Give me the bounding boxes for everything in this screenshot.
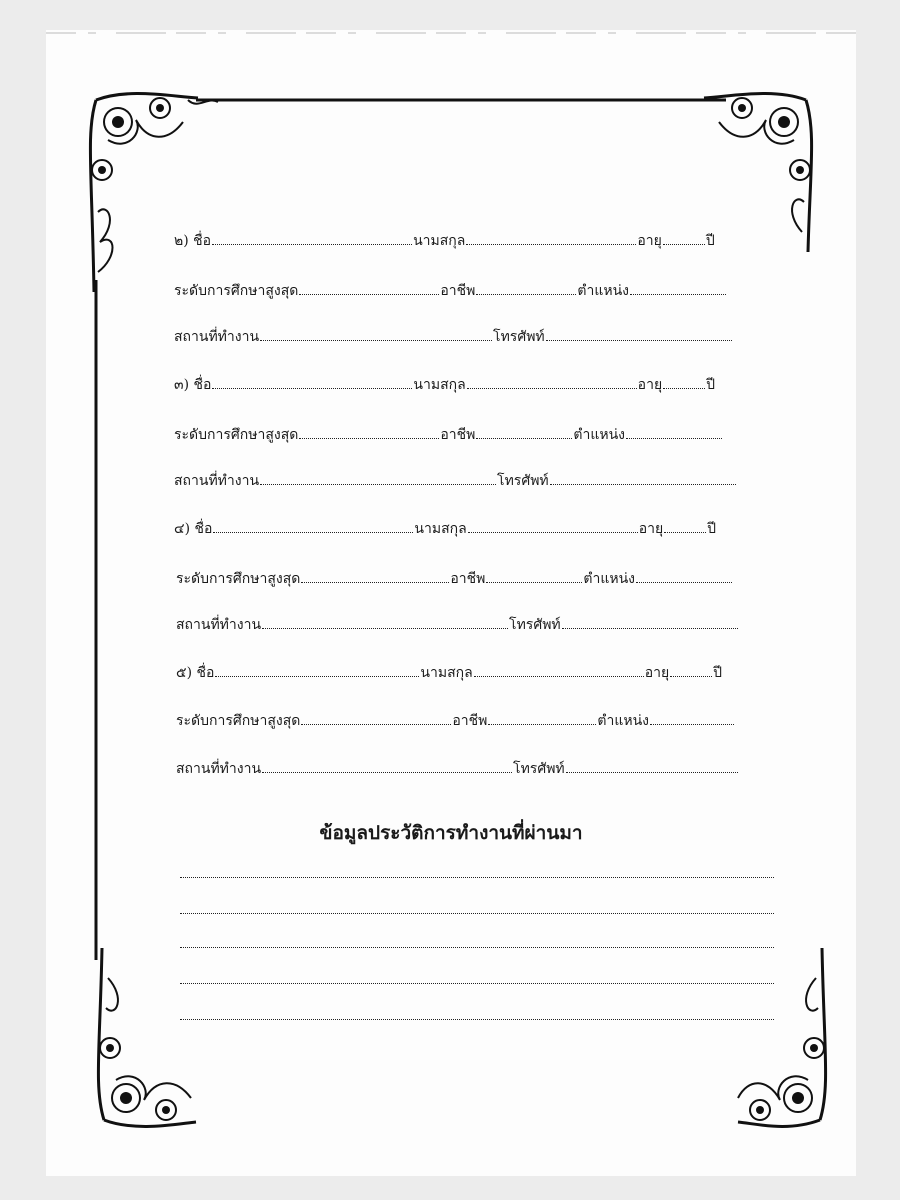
age-label: อายุ — [644, 665, 670, 681]
workplace-label: สถานที่ทำงาน — [176, 761, 262, 777]
entry-name-row — [176, 662, 722, 684]
occupation-field[interactable] — [476, 427, 572, 439]
name-label: ๓) ชื่อ — [174, 377, 212, 393]
occupation-label: อาชีพ — [440, 283, 476, 299]
education-label: ระดับการศึกษาสูงสุด — [174, 283, 299, 299]
age-unit: ปี — [707, 521, 717, 537]
position-label: ตำแหน่ง — [583, 571, 635, 587]
age-field[interactable] — [663, 233, 705, 245]
occupation-label: อาชีพ — [440, 427, 476, 443]
workplace-field[interactable] — [262, 617, 508, 629]
surname-field[interactable] — [466, 233, 636, 245]
name-field[interactable] — [212, 233, 412, 245]
entry-name-row — [174, 374, 715, 396]
phone-field[interactable] — [566, 761, 738, 773]
entry-name-row — [174, 230, 715, 252]
history-line[interactable] — [180, 946, 774, 948]
entry-education-row — [176, 710, 735, 732]
corner-ornament-top-left — [90, 94, 218, 292]
corner-ornament-bottom-left — [98, 948, 196, 1126]
position-field[interactable] — [636, 571, 732, 583]
workplace-field[interactable] — [262, 761, 512, 773]
position-label: ตำแหน่ง — [597, 713, 649, 729]
education-label: ระดับการศึกษาสูงสุด — [176, 713, 301, 729]
surname-label: นามสกุล — [413, 233, 466, 249]
age-label: อายุ — [638, 521, 664, 537]
corner-ornament-top-right — [704, 94, 812, 252]
workplace-label: สถานที่ทำงาน — [174, 329, 260, 345]
position-field[interactable] — [650, 713, 734, 725]
phone-field[interactable] — [546, 329, 732, 341]
occupation-field[interactable] — [476, 283, 576, 295]
age-unit: ปี — [713, 665, 723, 681]
age-label: อายุ — [637, 233, 662, 249]
surname-label: นามสกุล — [413, 377, 466, 393]
occupation-label: อาชีพ — [452, 713, 488, 729]
history-line[interactable] — [180, 876, 774, 878]
age-label: อายุ — [637, 377, 663, 393]
workplace-field[interactable] — [260, 329, 492, 341]
name-label: ๒) ชื่อ — [174, 233, 212, 249]
history-line[interactable] — [180, 982, 774, 984]
workplace-label: สถานที่ทำงาน — [176, 617, 262, 633]
entry-education-row — [174, 424, 723, 446]
workplace-field[interactable] — [260, 473, 496, 485]
phone-label: โทรศัพท์ — [493, 329, 545, 345]
entry-workplace-row — [174, 470, 737, 492]
phone-label: โทรศัพท์ — [509, 617, 561, 633]
education-label: ระดับการศึกษาสูงสุด — [174, 427, 299, 443]
phone-label: โทรศัพท์ — [497, 473, 549, 489]
education-field[interactable] — [301, 571, 449, 583]
surname-field[interactable] — [474, 665, 644, 677]
occupation-label: อาชีพ — [450, 571, 486, 587]
position-label: ตำแหน่ง — [577, 283, 629, 299]
position-field[interactable] — [626, 427, 722, 439]
history-line[interactable] — [180, 1018, 774, 1020]
entry-workplace-row — [176, 758, 739, 780]
phone-label: โทรศัพท์ — [513, 761, 565, 777]
surname-field[interactable] — [468, 521, 638, 533]
ornamental-border — [46, 30, 856, 1176]
corner-ornament-bottom-right — [738, 948, 826, 1126]
position-field[interactable] — [630, 283, 726, 295]
occupation-field[interactable] — [486, 571, 582, 583]
document-page — [46, 30, 856, 1176]
occupation-field[interactable] — [488, 713, 596, 725]
name-label: ๔) ชื่อ — [174, 521, 213, 537]
history-line[interactable] — [180, 912, 774, 914]
entry-workplace-row — [176, 614, 739, 636]
name-label: ๕) ชื่อ — [176, 665, 215, 681]
age-field[interactable] — [670, 665, 712, 677]
education-label: ระดับการศึกษาสูงสุด — [176, 571, 301, 587]
position-label: ตำแหน่ง — [573, 427, 625, 443]
surname-label: นามสกุล — [414, 521, 467, 537]
entry-education-row — [174, 280, 727, 302]
name-field[interactable] — [215, 665, 419, 677]
name-field[interactable] — [212, 377, 412, 389]
age-field[interactable] — [663, 377, 705, 389]
age-unit: ปี — [706, 377, 716, 393]
age-unit: ปี — [705, 233, 715, 249]
age-field[interactable] — [664, 521, 706, 533]
entry-name-row — [174, 518, 716, 540]
entry-education-row — [176, 568, 733, 590]
education-field[interactable] — [301, 713, 451, 725]
education-field[interactable] — [299, 427, 439, 439]
name-field[interactable] — [213, 521, 413, 533]
entry-workplace-row — [174, 326, 733, 348]
scan-edge-noise — [46, 30, 856, 36]
work-history-title: ข้อมูลประวัติการทำงานที่ผ่านมา — [319, 822, 583, 844]
workplace-label: สถานที่ทำงาน — [174, 473, 260, 489]
education-field[interactable] — [299, 283, 439, 295]
phone-field[interactable] — [550, 473, 736, 485]
surname-field[interactable] — [467, 377, 637, 389]
phone-field[interactable] — [562, 617, 738, 629]
surname-label: นามสกุล — [420, 665, 473, 681]
